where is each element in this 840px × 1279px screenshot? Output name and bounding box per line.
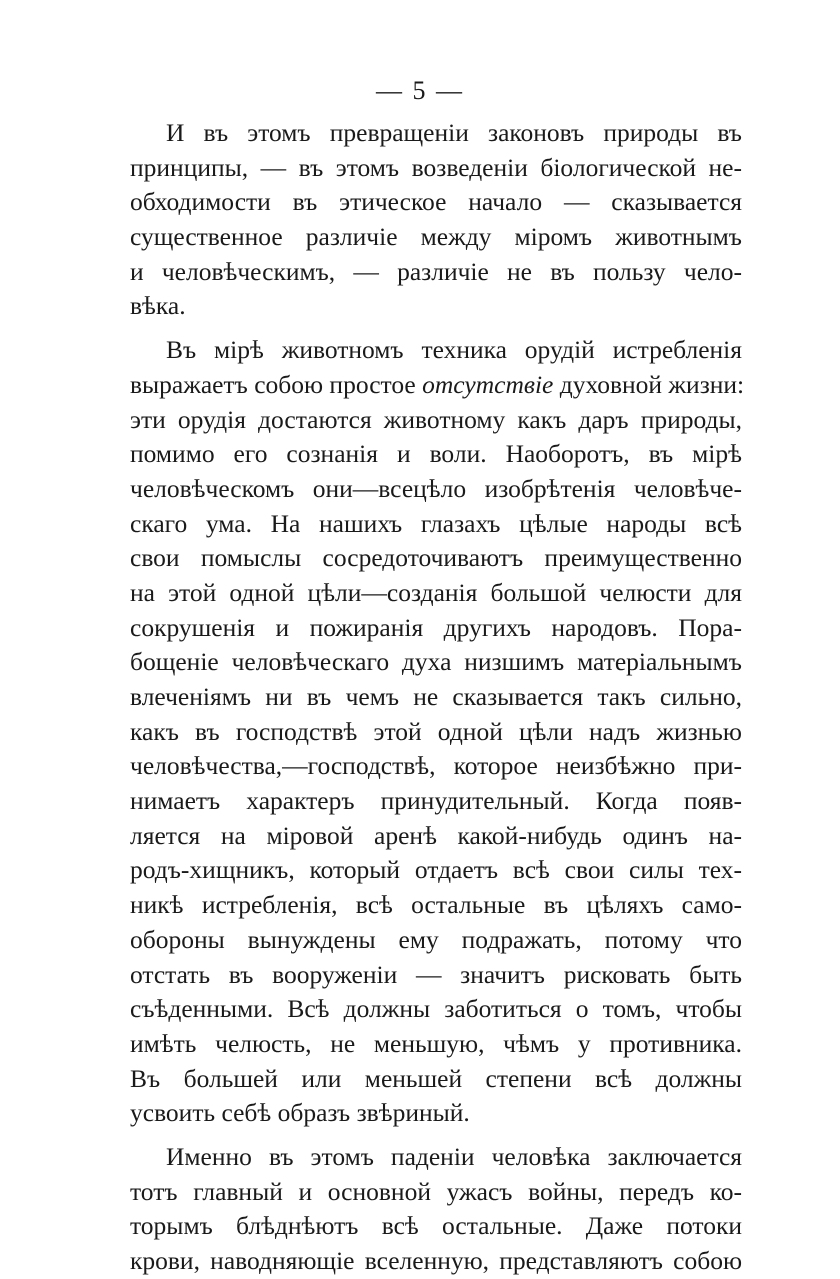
text-line: и человѣческимъ, — различіе не въ пользу чело- <box>130 256 742 286</box>
text-line: помимо его сознанія и воли. Наоборотъ, въ мірѣ <box>130 439 742 469</box>
text-line: свои помыслы сосредоточиваютъ преимущественно <box>130 543 742 573</box>
text-line: имѣть челюсть, не меньшую, чѣмъ у противника. <box>130 1028 742 1058</box>
text-line: влеченіямъ ни въ чемъ не сказывается такъ сильно, <box>130 682 742 711</box>
text-line: вѣка. <box>130 291 186 321</box>
text-line: принципы, — въ этомъ возведеніи біологической не- <box>130 152 742 182</box>
text-line: родъ-хищникъ, который отдаетъ всѣ свои силы тех- <box>130 855 742 885</box>
text-line: обороны вынуждены ему подражать, потому что <box>130 924 742 954</box>
text-line: существенное различіе между міромъ животнымъ <box>130 222 742 252</box>
text-line: съѣденными. Всѣ должны заботиться о томъ, чтобы <box>130 994 742 1024</box>
text-line: Въ большей или меньшей степени всѣ должны <box>130 1063 742 1093</box>
paragraph-1 <box>130 116 742 324</box>
text-line: крови, наводняющіе вселенную, представляютъ собою <box>130 1246 742 1275</box>
text-line: на этой одной цѣли—созданія большой челюсти для <box>130 577 742 607</box>
text-line: скаго ума. На нашихъ глазахъ цѣлые народы всѣ <box>130 508 742 538</box>
text-line: никѣ истребленія, всѣ остальные въ цѣляхъ само- <box>130 890 742 920</box>
text-line: сокрушенія и пожиранія другихъ народовъ. Пора- <box>130 612 742 642</box>
page-number: — 5 — <box>376 76 464 105</box>
text-run: духовной жизни: <box>553 369 745 399</box>
text-line-with-emphasis <box>130 368 745 403</box>
text-line: бощеніе человѣческаго духа низшимъ матеріальнымъ <box>130 647 742 677</box>
text-line: какъ въ господствѣ этой одной цѣли надъ жизнью <box>130 716 742 746</box>
text-line: Именно въ этомъ паденіи человѣка заключается <box>166 1141 742 1171</box>
text-line: Въ мірѣ животномъ техника орудій истребленія <box>166 335 742 365</box>
text-run: выражаетъ собою простое <box>130 369 423 399</box>
text-line: нимаетъ характеръ принудительный. Когда появ- <box>130 786 742 816</box>
text-line: человѣчества,—господствѣ, которое неизбѣжно при- <box>130 751 742 781</box>
paragraph-3 <box>130 1140 742 1279</box>
text-line: отстать въ вооруженіи — значитъ рисковать быть <box>130 959 742 989</box>
text-line: И въ этомъ превращеніи законовъ природы въ <box>166 118 742 147</box>
emphasized-word: отсутствіе <box>422 369 554 399</box>
text-line: человѣческомъ они—всецѣло изобрѣтенія человѣче- <box>130 473 742 503</box>
text-line: торымъ блѣднѣютъ всѣ остальные. Даже потоки <box>130 1211 742 1241</box>
text-line: ляется на міровой аренѣ какой-нибудь одинъ на- <box>130 820 742 850</box>
text-line: эти орудія достаются животному какъ даръ природы, <box>130 404 742 434</box>
text-line: усвоить себѣ образъ звѣриный. <box>130 1098 470 1128</box>
paragraph-2 <box>130 333 745 1131</box>
text-line: тотъ главный и основной ужасъ войны, передъ ко- <box>130 1176 742 1206</box>
text-line: обходимости въ этическое начало — сказывается <box>130 187 742 217</box>
body-text <box>130 116 745 1279</box>
